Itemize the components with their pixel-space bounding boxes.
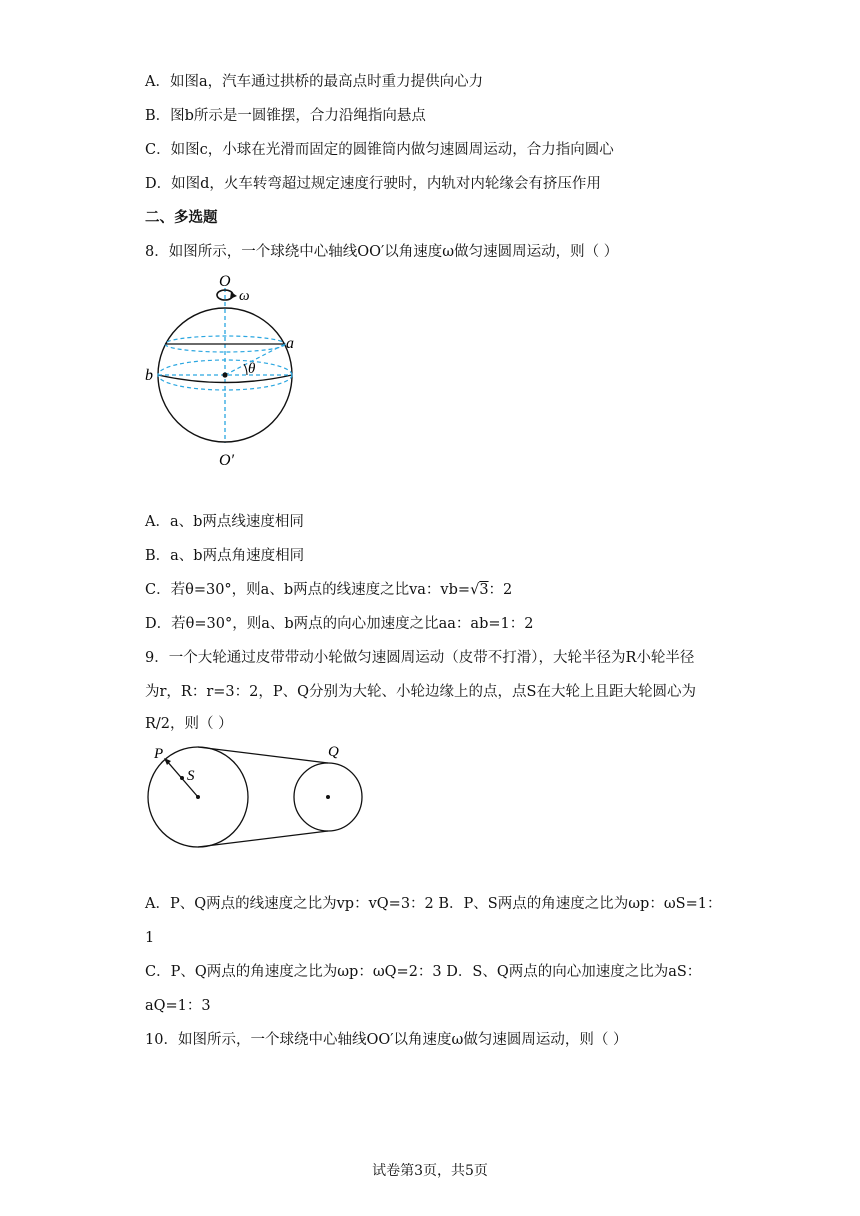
q9-label-q: Q [328, 744, 339, 760]
q7-option-a: A．如图a，汽车通过拱桥的最高点时重力提供向心力 [145, 74, 484, 90]
q8-option-d: D．若θ=30°，则a、b两点的向心加速度之比aa：ab=1：2 [145, 616, 534, 632]
q8-option-c-ratio: ：2 [488, 582, 513, 598]
q9-stem-line3: R/2，则（ ） [145, 716, 233, 732]
q8-option-a: A．a、b两点线速度相同 [145, 514, 304, 530]
page-footer: 试卷第3页，共5页 [372, 1163, 488, 1179]
q8-label-top: O [219, 273, 231, 290]
q8-option-b: B．a、b两点角速度相同 [145, 548, 305, 564]
q9-options-line4: aQ=1：3 [145, 998, 211, 1014]
q9-options-line3: C．P、Q两点的角速度之比为ωp：ωQ=2：3 D．S、Q两点的向心加速度之比为aS： [145, 964, 702, 980]
q9-stem-line2: 为r，R：r=3：2，P、Q分别为大轮、小轮边缘上的点，点S在大轮上且距大轮圆心为 [145, 684, 696, 700]
q8-label-theta: θ [248, 361, 256, 377]
q8-option-c-text: C．若θ=30°，则a、b两点的线速度之比va：vb= [145, 582, 471, 598]
q9-options-line2: 1 [145, 930, 155, 946]
q7-option-c: C．如图c，小球在光滑而固定的圆锥筒内做匀速圆周运动，合力指向圆心 [145, 142, 614, 158]
q7-option-d: D．如图d，火车转弯超过规定速度行驶时，内轨对内轮缘会有挤压作用 [145, 176, 601, 192]
q10-stem: 10．如图所示，一个球绕中心轴线OO′以角速度ω做匀速圆周运动，则（ ） [145, 1032, 628, 1048]
section-title: 二、多选题 [145, 210, 218, 226]
q8-option-c [145, 580, 512, 600]
q8-option-c-root: 3 [479, 582, 489, 598]
q8-sphere-figure [140, 268, 310, 473]
q8-label-b: b [145, 367, 153, 384]
q9-options-line1: A．P、Q两点的线速度之比为vp：vQ=3：2 B．P、S两点的角速度之比为ωp：ωS=1： [145, 896, 722, 912]
q8-label-a: a [286, 335, 294, 352]
q8-label-bottom: O′ [219, 452, 235, 469]
q9-belt-figure [140, 738, 375, 853]
q9-stem-line1: 9．一个大轮通过皮带带动小轮做匀速圆周运动（皮带不打滑），大轮半径为R小轮半径 [145, 650, 695, 666]
sqrt-sign: √ [470, 582, 480, 598]
q8-label-omega: ω [239, 288, 250, 304]
q9-label-s: S [187, 768, 195, 784]
q8-stem: 8．如图所示，一个球绕中心轴线OO′以角速度ω做匀速圆周运动，则（ ） [145, 244, 619, 260]
q9-label-p: P [154, 746, 164, 762]
q7-option-b: B．图b所示是一圆锥摆，合力沿绳指向悬点 [145, 108, 426, 124]
